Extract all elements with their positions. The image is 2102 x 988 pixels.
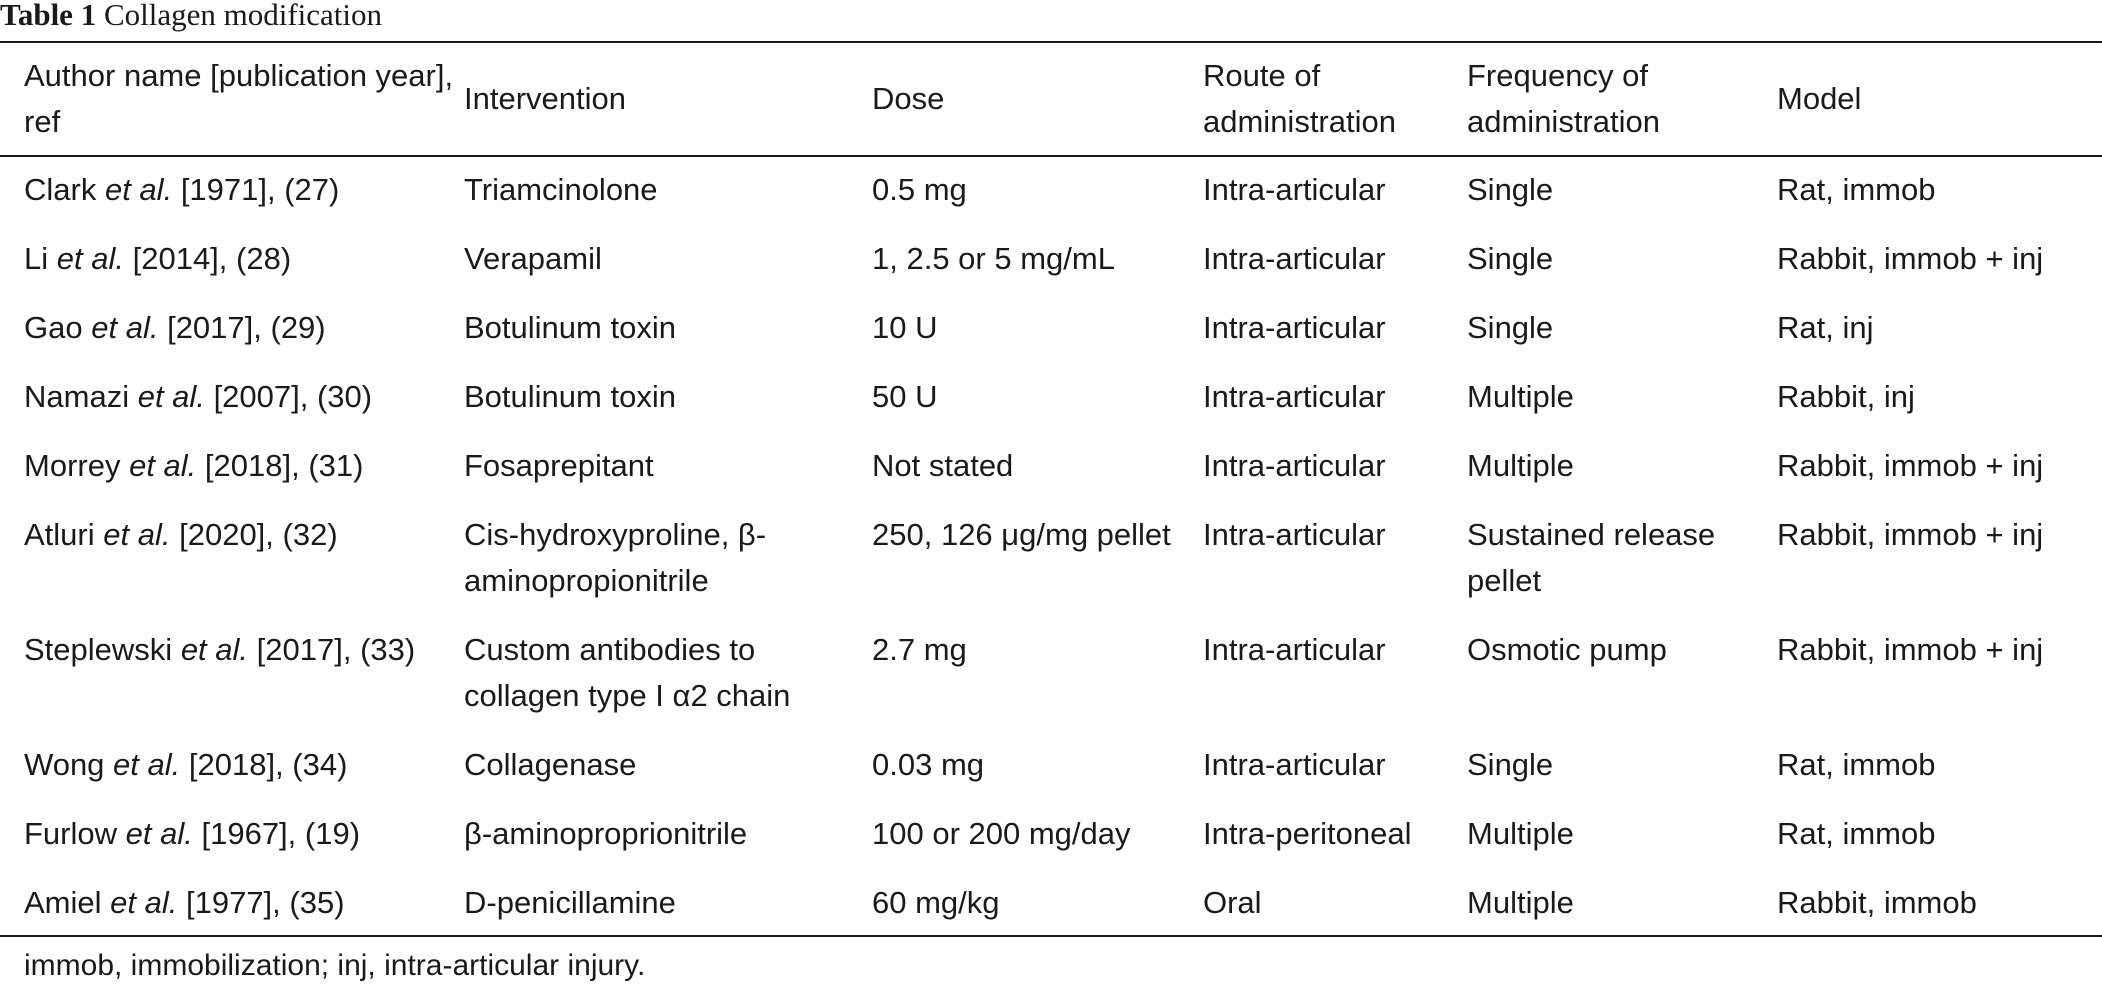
cell-frequency: Single <box>1467 747 1554 782</box>
header-route: Route of administration <box>1203 58 1396 139</box>
table-header-row <box>0 43 2102 155</box>
cell-dose: Not stated <box>872 448 1014 483</box>
cell-intervention: Botulinum toxin <box>464 310 676 345</box>
author-name: Gao <box>24 310 83 345</box>
author-name: Wong <box>24 747 105 782</box>
cell-model: Rat, immob <box>1777 816 1936 851</box>
cell-frequency: Osmotic pump <box>1467 632 1667 667</box>
collagen-modification-table <box>0 43 2102 937</box>
cell-dose: 0.5 mg <box>872 172 967 207</box>
cell-frequency: Multiple <box>1467 816 1574 851</box>
cell-dose: 10 U <box>872 310 938 345</box>
author-etal: et al. <box>110 885 178 920</box>
author-name: Morrey <box>24 448 121 483</box>
table-footnote: immob, immobilization; inj, intra-articular injury. <box>24 949 646 982</box>
table-caption-label: Table 1 <box>0 0 97 32</box>
table-body <box>0 155 2102 937</box>
cell-frequency: Single <box>1467 172 1554 207</box>
author-etal: et al. <box>103 517 171 552</box>
cell-dose: 1, 2.5 or 5 mg/mL <box>872 241 1115 276</box>
cell-model: Rabbit, immob + inj <box>1777 241 2044 276</box>
cell-intervention: Triamcinolone <box>464 172 658 207</box>
table-row <box>0 868 2102 937</box>
table-row <box>0 293 2102 362</box>
table-row <box>0 224 2102 293</box>
author-year-ref: [2007], (30) <box>213 379 373 414</box>
author-etal: et al. <box>180 632 249 667</box>
author-etal: et al. <box>137 379 205 414</box>
cell-route: Intra-articular <box>1203 379 1386 414</box>
author-name: Li <box>24 241 49 276</box>
author-name: Amiel <box>24 885 102 920</box>
cell-author <box>0 362 464 431</box>
cell-route: Intra-articular <box>1203 632 1386 667</box>
cell-dose: 2.7 mg <box>872 632 967 667</box>
cell-frequency: Single <box>1467 241 1554 276</box>
table-row <box>0 500 2102 615</box>
cell-frequency: Multiple <box>1467 448 1574 483</box>
cell-intervention: Collagenase <box>464 747 637 782</box>
author-year-ref: [1977], (35) <box>185 885 345 920</box>
cell-model: Rat, immob <box>1777 172 1936 207</box>
cell-model: Rabbit, immob + inj <box>1777 517 2044 552</box>
table-row <box>0 431 2102 500</box>
author-year-ref: [1971], (27) <box>180 172 340 207</box>
cell-author <box>0 293 464 362</box>
cell-intervention: Cis-hydroxyproline, β-aminopropionitrile <box>464 517 767 598</box>
cell-frequency: Multiple <box>1467 379 1574 414</box>
header-model: Model <box>1777 81 1862 116</box>
cell-dose: 100 or 200 mg/day <box>872 816 1131 851</box>
author-name: Steplewski <box>24 632 173 667</box>
cell-route: Intra-articular <box>1203 310 1386 345</box>
table-row <box>0 155 2102 224</box>
cell-author <box>0 730 464 799</box>
table-row <box>0 362 2102 431</box>
author-year-ref: [2017], (29) <box>167 310 326 345</box>
cell-intervention: β-aminoproprionitrile <box>464 816 748 851</box>
header-author: Author name [publication year], ref <box>24 58 454 139</box>
cell-frequency: Multiple <box>1467 885 1574 920</box>
cell-model: Rabbit, immob + inj <box>1777 632 2044 667</box>
cell-dose: 0.03 mg <box>872 747 985 782</box>
cell-frequency: Single <box>1467 310 1554 345</box>
header-frequency: Frequency of administration <box>1467 58 1660 139</box>
cell-route: Intra-articular <box>1203 448 1386 483</box>
cell-dose: 250, 126 μg/mg pellet <box>872 517 1171 552</box>
author-etal: et al. <box>125 816 193 851</box>
author-name: Atluri <box>24 517 95 552</box>
author-etal: et al. <box>129 448 197 483</box>
cell-author <box>0 799 464 868</box>
cell-author <box>0 868 464 937</box>
author-year-ref: [2018], (31) <box>204 448 364 483</box>
author-etal: et al. <box>104 172 173 207</box>
cell-route: Intra-articular <box>1203 747 1386 782</box>
cell-model: Rat, inj <box>1777 310 1874 345</box>
author-year-ref: [1967], (19) <box>201 816 361 851</box>
cell-frequency: Sustained release pellet <box>1467 517 1716 598</box>
cell-model: Rabbit, inj <box>1777 379 1915 414</box>
author-etal: et al. <box>113 747 181 782</box>
cell-author <box>0 431 464 500</box>
table-caption-title: Collagen modification <box>103 0 383 32</box>
cell-author <box>0 500 464 615</box>
cell-model: Rat, immob <box>1777 747 1936 782</box>
cell-intervention: Fosaprepitant <box>464 448 654 483</box>
table-row <box>0 615 2102 730</box>
cell-intervention: D-penicillamine <box>464 885 676 920</box>
cell-dose: 60 mg/kg <box>872 885 1000 920</box>
cell-route: Oral <box>1203 885 1262 920</box>
cell-model: Rabbit, immob + inj <box>1777 448 2044 483</box>
header-intervention: Intervention <box>464 81 626 116</box>
author-year-ref: [2014], (28) <box>132 241 292 276</box>
cell-author <box>0 615 464 730</box>
cell-intervention: Verapamil <box>464 241 602 276</box>
author-name: Namazi <box>24 379 130 414</box>
author-etal: et al. <box>56 241 124 276</box>
author-year-ref: [2018], (34) <box>188 747 348 782</box>
author-year-ref: [2020], (32) <box>179 517 338 552</box>
table-row <box>0 799 2102 868</box>
header-dose: Dose <box>872 81 945 116</box>
cell-route: Intra-articular <box>1203 517 1386 552</box>
cell-route: Intra-articular <box>1203 172 1386 207</box>
cell-dose: 50 U <box>872 379 938 414</box>
cell-route: Intra-peritoneal <box>1203 816 1412 851</box>
cell-route: Intra-articular <box>1203 241 1386 276</box>
cell-intervention: Custom antibodies to collagen type I α2 chain <box>464 632 791 713</box>
cell-author <box>0 155 464 224</box>
table-caption <box>0 0 382 38</box>
cell-model: Rabbit, immob <box>1777 885 1977 920</box>
author-name: Clark <box>24 172 97 207</box>
author-name: Furlow <box>24 816 118 851</box>
cell-author <box>0 224 464 293</box>
table-row <box>0 730 2102 799</box>
author-year-ref: [2017], (33) <box>256 632 416 667</box>
author-etal: et al. <box>91 310 159 345</box>
cell-intervention: Botulinum toxin <box>464 379 676 414</box>
